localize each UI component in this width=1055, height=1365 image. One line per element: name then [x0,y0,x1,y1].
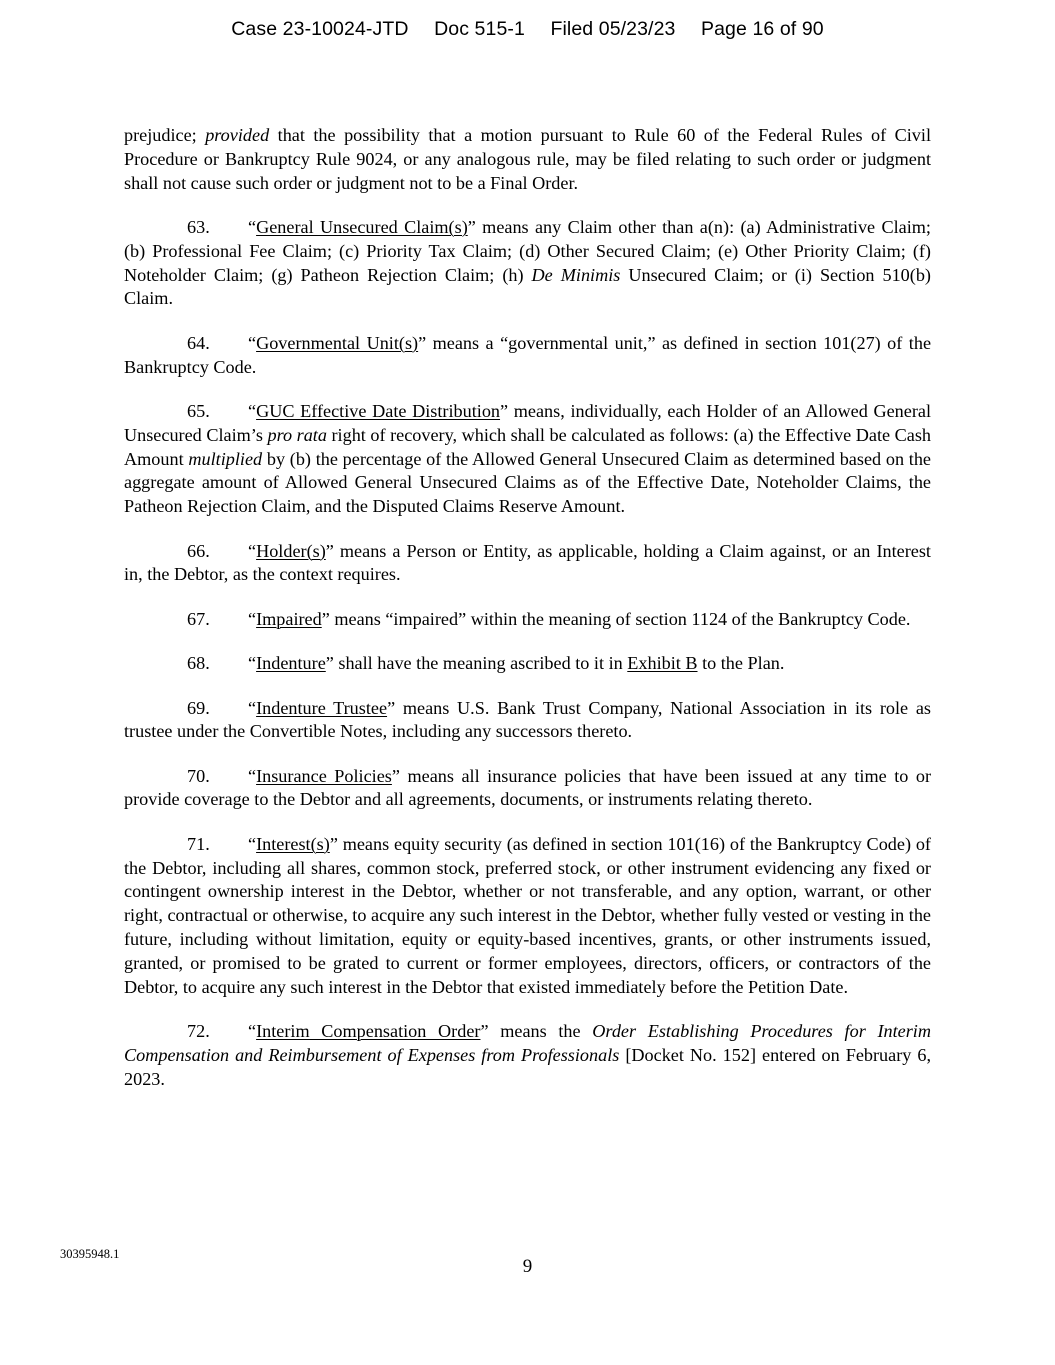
exhibit-reference: Exhibit B [627,653,698,674]
paragraph-number: 69. [187,697,210,718]
definition-68: 68. “Indenture” shall have the meaning ascribed to it in Exhibit B to the Plan. [124,652,931,676]
defined-term: Indenture Trustee [256,697,388,718]
definition-70: 70. “Insurance Policies” means all insurance policies that have been issued at any time to or provide coverage to the Debtor and all agreements, documents, or instruments relating thereto. [124,765,932,810]
order-title: Order Establishing Procedures for Interim Compensation and Reimbursement of Expenses from Professionals [124,1021,931,1065]
definition-67: 67. “Impaired” means “impaired” within the meaning of section 1124 of the Bankruptcy Code. [124,608,931,632]
definition-71: 71. “Interest(s)” means equity security (as defined in section 101(16) of the Bankruptcy Code) of the Debtor, including all shares, common stock, preferred stock, or other instrument evidencing any fixed or contingent ownership interest in the Debtor, whether or not transferable, and any option, warrant, or other right, contractual or otherwise, to acquire any such interest in the Debtor, whether fully vested or vesting in the future, including without limitation, equity or equity-based incentives, grants, or other instruments issued, granted, or promised to be grated to current or former employees, directors, officers, or contractors of the Debtor, to acquire any such interest in the Debtor that existed immediately before the Petition Date. [124,833,931,997]
definition-72: 72. “Interim Compensation Order” means the Order Establishing Procedures for Interim Compensation and Reimbursement of Expenses from Professionals [Docket No. 152] entered on February 6, 2023. [124,1021,932,1089]
paragraph-number: 71. [187,833,210,854]
document-body [124,124,931,1112]
paragraph-number: 67. [187,608,210,629]
paragraph-number: 64. [187,332,210,353]
paragraph-number: 66. [187,540,210,561]
filed-date: Filed 05/23/23 [550,18,676,40]
defined-term: Holder(s) [256,540,326,561]
defined-term: Interest(s) [256,833,330,854]
defined-term: GUC Effective Date Distribution [256,400,501,421]
paragraph-continued: prejudice; provided that the possibility that a motion pursuant to Rule 60 of the Federal Rules of Civil Procedure or Bankruptcy Rule 9024, or any analogous rule, may be filed relating to such order or judgment shall not cause such order or judgment not to be a Final Order. [124,125,931,193]
defined-term: Impaired [256,608,322,629]
defined-term: Indenture [256,653,326,674]
document-id: 30395948.1 [60,1247,120,1261]
paragraph-number: 65. [187,400,210,421]
page-of-total: Page 16 of 90 [701,18,824,40]
definition-63: 63. “General Unsecured Claim(s)” means any Claim other than a(n): (a) Administrative Claim; (b) Professional Fee Claim; (c) Priority Tax Claim; (d) Other Secured Claim; (e) Other Priority Claim; (f) Noteholder Claim; (g) Patheon Rejection Claim; (h) De Minimis Unsecured Claim; or (i) Section 510(b) Claim. [124,216,931,309]
definition-69: 69. “Indenture Trustee” means U.S. Bank Trust Company, National Association in its role as trustee under the Convertible Notes, including any successors thereto. [124,697,931,742]
paragraph-number: 68. [187,653,210,674]
defined-term: General Unsecured Claim(s) [256,216,468,237]
italic-term: provided [205,125,270,145]
doc-number: Doc 515-1 [434,18,525,40]
case-number: Case 23-10024-JTD [231,18,409,40]
paragraph-number: 63. [187,216,210,237]
defined-term: Interim Compensation Order [256,1021,481,1042]
filing-header [0,18,1055,41]
definition-66: 66. “Holder(s)” means a Person or Entity, as applicable, holding a Claim against, or an Interest in, the Debtor, as the context requires. [124,540,931,585]
paragraph-number: 70. [187,765,210,786]
page-number: 9 [522,1256,533,1277]
definition-64: 64. “Governmental Unit(s)” means a “governmental unit,” as defined in section 101(27) of the Bankruptcy Code. [124,332,932,377]
definition-65: 65. “GUC Effective Date Distribution” means, individually, each Holder of an Allowed General Unsecured Claim’s pro rata right of recovery, which shall be calculated as follows: (a) the Effective Date Cash Amount multiplied by (b) the percentage of the Allowed General Unsecured Claim as determined based on the aggregate amount of Allowed General Unsecured Claims as of the Effective Date, Noteholder Claims, the Patheon Rejection Claim, and the Disputed Claims Reserve Amount. [124,400,932,517]
defined-term: Insurance Policies [256,765,392,786]
defined-term: Governmental Unit(s) [256,332,419,353]
paragraph-number: 72. [187,1021,210,1042]
